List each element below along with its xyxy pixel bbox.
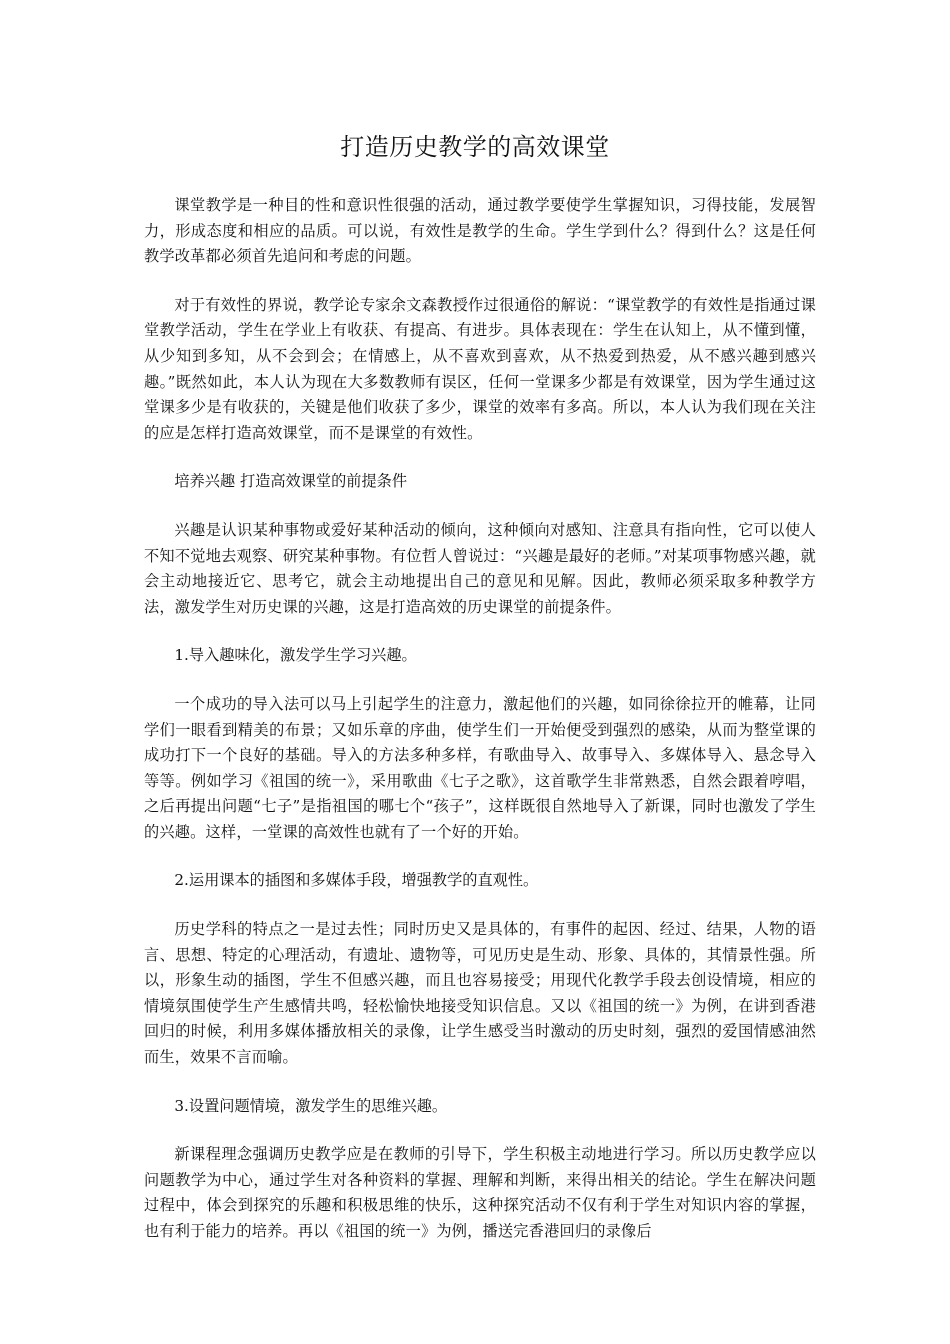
subsection-heading: 3.设置问题情境，激发学生的思维兴趣。: [174, 1096, 448, 1115]
section-heading: 培养兴趣 打造高效课堂的前提条件: [174, 472, 408, 491]
subsection-heading: 2.运用课本的插图和多媒体手段，增强教学的直观性。: [174, 871, 539, 890]
paragraph: 一个成功的导入法可以马上引起学生的注意力，激起他们的兴趣，如同徐徐拉开的帷幕，让同学们一眼看到精美的布景；又如乐章的序曲，使学生们一开始便受到强烈的感染，从而为整堂课的成功打下一个良好的基础。导入的方法多种多样，有歌曲导入、故事导入、多媒体导入、悬念导入等等。例如学习《祖国的统一》，采用歌曲《七子之歌》，这首歌学生非常熟悉，自然会跟着哼唱，之后再提出问题“七子”是指祖国的哪七个“孩子”，这样既很自然地导入了新课，同时也激发了学生的兴趣。这样，一堂课的高效性也就有了一个好的开始。: [144, 694, 816, 841]
paragraph: 新课程理念强调历史教学应是在教师的引导下，学生积极主动地进行学习。所以历史教学应以问题教学为中心，通过学生对各种资料的掌握、理解和判断，来得出相关的结论。学生在解决问题过程中，体会到探究的乐趣和积极思维的快乐，这种探究活动不仅有利于学生对知识内容的掌握，也有利于能力的培养。再以《祖国的统一》为例，播送完香港回归的录像后: [144, 1145, 816, 1240]
paragraph: 对于有效性的界说，教学论专家余文森教授作过很通俗的解说：“课堂教学的有效性是指通过课堂教学活动，学生在学业上有收获、有提高、有进步。具体表现在：学生在认知上，从不懂到懂，从少知到多知，从不会到会；在情感上，从不喜欢到喜欢，从不热爱到热爱，从不感兴趣到感兴趣。”既然如此，本人认为现在大多数教师有误区，任何一堂课多少都是有效课堂，因为学生通过这堂课多少是有收获的，关键是他们收获了多少，课堂的效率有多高。所以，本人认为我们现在关注的应是怎样打造高效课堂，而不是课堂的有效性。: [144, 295, 816, 442]
subsection-heading: 1.导入趣味化，激发学生学习兴趣。: [174, 646, 417, 665]
paragraph: 课堂教学是一种目的性和意识性很强的活动，通过教学要使学生掌握知识，习得技能，发展智力，形成态度和相应的品质。可以说，有效性是教学的生命。学生学到什么？得到什么？这是任何教学改革都必须首先追问和考虑的问题。: [144, 196, 816, 266]
paragraph: 兴趣是认识某种事物或爱好某种活动的倾向，这种倾向对感知、注意具有指向性，它可以使人不知不觉地去观察、研究某种事物。有位哲人曾说过：“兴趣是最好的老师。”对某项事物感兴趣，就会主动地接近它、思考它，就会主动地提出自己的意见和见解。因此，教师必须采取多种教学方法，激发学生对历史课的兴趣，这是打造高效的历史课堂的前提条件。: [144, 520, 816, 616]
paragraph: 历史学科的特点之一是过去性；同时历史又是具体的，有事件的起因、经过、结果，人物的语言、思想、特定的心理活动，有遗址、遗物等，可见历史是生动、形象、具体的，其情景性强。所以，形象生动的插图，学生不但感兴趣，而且也容易接受；用现代化教学手段去创设情境，相应的情境氛围使学生产生感情共鸣，轻松愉快地接受知识信息。又以《祖国的统一》为例，在讲到香港回归的时候，利用多媒体播放相关的录像，让学生感受当时激动的历史时刻，强烈的爱国情感油然而生，效果不言而喻。: [144, 920, 816, 1067]
document-title: 打造历史教学的高效课堂: [340, 133, 610, 161]
document-body: [144, 193, 816, 1268]
